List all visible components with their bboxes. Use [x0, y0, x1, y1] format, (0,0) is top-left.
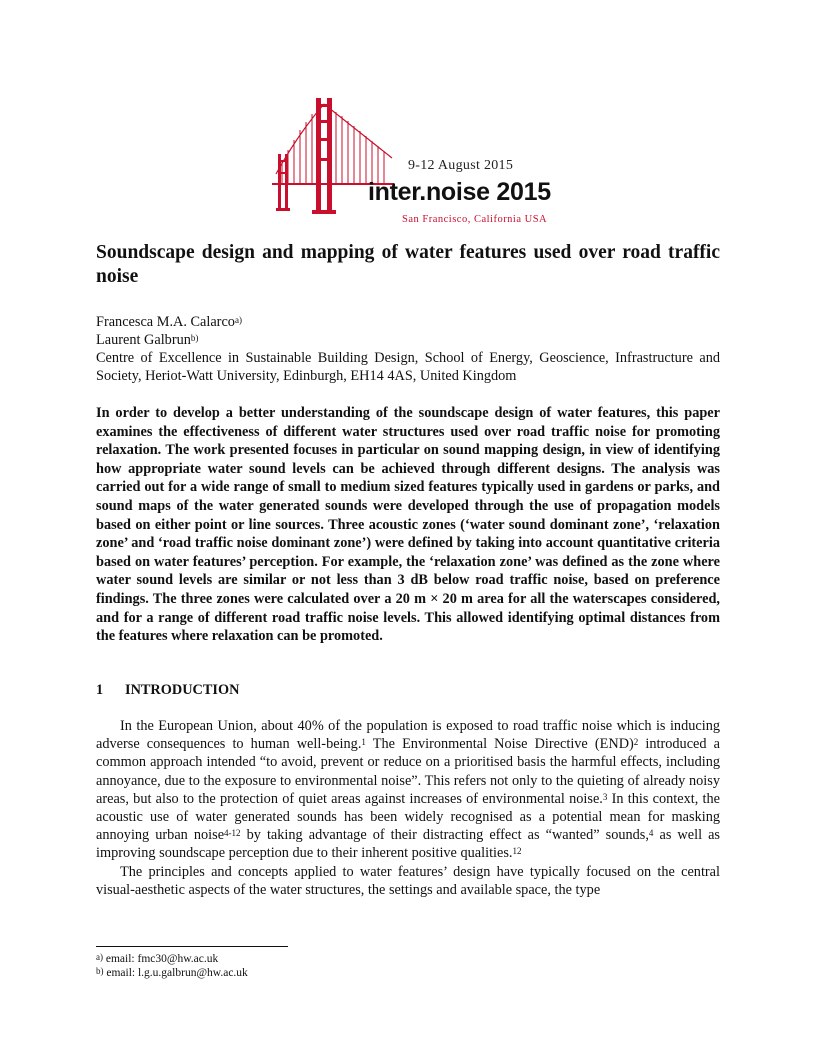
conference-logo: [272, 94, 551, 228]
affiliation: Centre of Excellence in Sustainable Building Design, School of Energy, Geoscience, Infrastructure and Society, Heriot-Watt University, Edinburgh, EH14 4AS, United Kingdom: [96, 350, 720, 384]
section-heading: [96, 681, 720, 699]
footnote: $^{b)}$ email: l.g.u.galbrun@hw.ac.uk: [96, 966, 248, 979]
author-name: Francesca M.A. Calarco$^{a)}$: [96, 314, 242, 330]
conference-brand: inter.noise 2015: [368, 178, 551, 206]
paragraph: In the European Union, about 40% of the population is exposed to road traffic noise which is inducing adverse consequences to human well-being.$^1$ The Environmental Noise Directive (END)$^2$ introduced a common approach intended “to avoid, prevent or reduce on a prioritised basis the harmful effects, including annoyance, due to the exposure to environmental noise”. This refers not only to the quieting of already noisy areas, but also to the protection of quiet areas against increases of environmental noise.$^3$ In this context, the acoustic use of water generated sounds has been widely recognised as a potential mean for masking annoying urban noise$^{4-12}$ by taking advantage of their distracting effect as “wanted” sounds,$^4$ as well as improving soundscape perception due to their inherent positive qualities.$^{12}$: [96, 718, 721, 862]
footnotes: [96, 952, 720, 980]
conference-dates: 9-12 August 2015: [408, 158, 514, 173]
paper-title: Soundscape design and mapping of water features used over road traffic noise: [96, 242, 720, 287]
paragraph: The principles and concepts applied to water features’ design have typically focused on the central visual-aesthetic aspects of the water structures, the settings and available space, the type: [96, 863, 720, 898]
conference-location: San Francisco, California USA: [402, 214, 548, 225]
section-title: INTRODUCTION: [125, 682, 240, 698]
footnote-rule: [96, 946, 288, 947]
author-name: Laurent Galbrun$^{b)}$: [96, 332, 199, 348]
abstract: In order to develop a better understanding of the soundscape design of water features, this paper examines the effectiveness of different water structures used over road traffic noise for promoting relaxation. The work presented focuses in particular on sound mapping design, in view of identifying how appropriate water sound levels can be achieved through different designs. The analysis was carried out for a wide range of small to medium sized features typically used in gardens or parks, and sound maps of the water generated sounds were developed through the use of propagation models based on either point or line sources. Three acoustic zones (‘water sound dominant zone’, ‘relaxation zone’ and ‘road traffic noise dominant zone’) were defined by taking into account quantitative criteria based on water features’ perception. For example, the ‘relaxation zone’ was defined as the zone where water sound levels are similar or not less than 3 dB below road traffic noise, based on preference findings. The three zones were calculated over a 20 m × 20 m area for all the waterscapes considered, and for a range of different road traffic noise levels. This allowed identifying optimal distances from the features where relaxation can be promoted.: [96, 405, 720, 645]
footnote: $^{a)}$ email: fmc30@hw.ac.uk: [96, 952, 219, 965]
section-number: 1: [96, 682, 104, 698]
author-block: [96, 313, 720, 385]
body-text: [96, 717, 720, 899]
